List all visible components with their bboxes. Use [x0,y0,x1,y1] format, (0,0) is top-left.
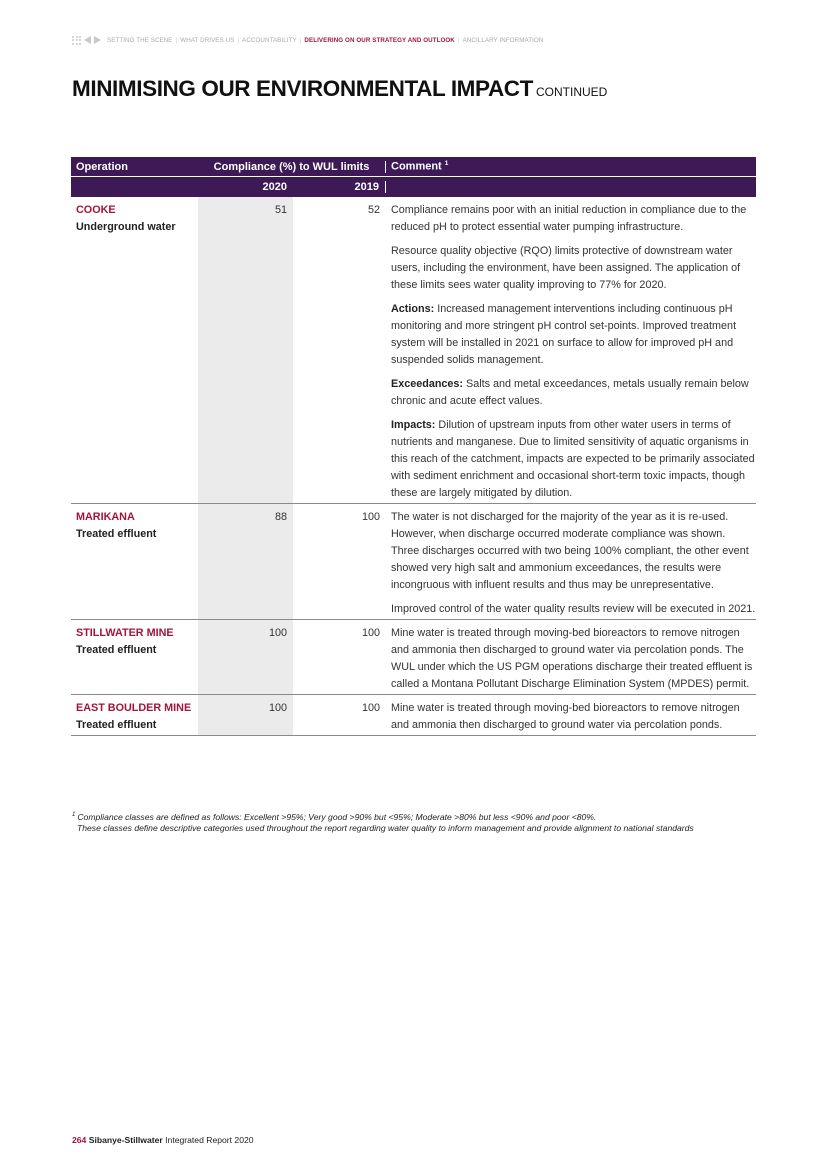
value-2020: 100 [198,620,293,694]
table-footnote [72,810,762,834]
nav-item-delivering-on-strategy[interactable]: DELIVERING ON OUR STRATEGY AND OUTLOOK [304,36,455,44]
value-2019: 100 [361,702,380,714]
page-title [72,76,607,102]
nav-item-accountability[interactable]: ACCOUNTABILITY [242,36,297,44]
water-compliance-table [71,157,756,736]
table-row [71,197,756,504]
operation-cell [71,620,198,694]
footer-brand: Sibanye-Stillwater [88,1135,163,1145]
page-footer [72,1135,254,1145]
comment-paragraph: The water is not discharged for the majority of the year as it is re-used. However, when discharge occurred moderate compliance was shown. Three discharges occurred with two being 100% compliant, the other event showed very high salt and ammonium exceedances, the results were incongruous with influent results and thus may be unrepresentative. [391,511,749,591]
nav-separator: | [175,36,178,44]
header-operation: Operation [76,160,128,173]
table-row [71,620,756,695]
nav-separator: | [237,36,240,44]
table-row [71,504,756,620]
value-2019: 100 [361,627,380,639]
operation-name: COOKE [76,204,116,216]
comment-cell [386,620,756,694]
value-2020: 100 [198,695,293,735]
comment-text: Salts and metal exceedances, metals usually remain below chronic and acute effect values. [391,378,749,407]
header-comment-label: Comment [391,160,442,173]
operation-cell [71,197,198,503]
comment-cell [386,197,756,503]
comment-cell [386,504,756,619]
comment-paragraph: Resource quality objective (RQO) limits protective of downstream water users, including the environment, have been assigned. The application of these limits sees water quality improving to 77% for 2020. [391,245,741,291]
value-2020: 88 [198,504,293,619]
header-compliance: Compliance (%) to WUL limits [198,161,386,173]
comment-paragraph: Mine water is treated through moving-bed bioreactors to remove nitrogen and ammonia then discharged to ground water via percolation ponds. [391,702,740,731]
nav-item-ancillary-information[interactable]: ANCILLARY INFORMATION [462,36,544,44]
operation-type: Underground water [76,221,176,233]
comment-label: Exceedances: [391,378,464,390]
comment-paragraph [391,301,756,369]
comment-text: Increased management interventions including continuous pH monitoring and more stringent pH control set-points. Improved treatment system will be installed in 2021 on surface to allow for improved pH and suspended solids management. [391,303,737,366]
nav-item-what-drives-us[interactable]: WHAT DRIVES US [180,36,235,44]
comment-label: Impacts: [391,419,436,431]
operation-type: Treated effluent [76,528,157,540]
header-year-2020: 2020 [262,181,287,193]
nav-item-setting-the-scene[interactable]: SETTING THE SCENE [107,36,173,44]
table-subheader-row [71,177,756,197]
operation-cell [71,695,198,735]
comment-label: Actions: [391,303,435,315]
footnote-line-2: These classes define descriptive categories used throughout the report regarding water quality to inform management and provide alignment to national standards [77,822,694,833]
operation-name: MARIKANA [76,511,135,523]
footnote-line-1 [72,812,596,822]
footer-report: Integrated Report 2020 [165,1135,254,1145]
nav-separator: | [457,36,460,44]
comment-cell [386,695,756,735]
header-comment-footnote-mark: 1 [444,160,449,168]
value-2019: 100 [361,511,380,523]
comment-text: Dilution of upstream inputs from other water users in terms of nutrients and manganese. Due to limited sensitivity of aquatic organisms in this reach of the catchment, impacts are expected to be primarily associated with sediment enrichment and occasional short-term toxic impacts, though these are largely mitigated by dilution. [391,419,755,499]
header-comment [386,160,756,173]
operation-name: EAST BOULDER MINE [76,702,192,714]
value-2019: 52 [367,204,380,216]
comment-paragraph: Compliance remains poor with an initial reduction in compliance due to the reduced pH to protect essential water pumping infrastructure. [391,204,747,233]
grid-menu-icon[interactable] [72,36,81,45]
footnote-mark: 1 [72,812,76,818]
comment-paragraph: Improved control of the water quality results review will be executed in 2021. [391,603,756,615]
footnote-text: Compliance classes are defined as follows: Excellent >95%; Very good >90% but <95%; Moderate >80% but less <90% and poor <80%. [77,811,597,822]
page-title-text: MINIMISING OUR ENVIRONMENTAL IMPACT [72,76,533,101]
page-title-continued: CONTINUED [536,85,608,99]
comment-paragraph [391,417,756,502]
header-year-2019: 2019 [293,181,386,193]
value-2020: 51 [198,197,293,503]
operation-cell [71,504,198,619]
comment-paragraph [391,376,756,410]
operation-type: Treated effluent [76,644,157,656]
comment-paragraph: Mine water is treated through moving-bed bioreactors to remove nitrogen and ammonia then discharged to ground water via percolation ponds. The WUL under which the US PGM operations discharge their treated effluent is called a Montana Pollutant Discharge Elimination System (MPDES) permit. [391,627,753,690]
table-header-row [71,157,756,177]
table-row [71,695,756,736]
next-page-icon[interactable] [94,36,101,44]
page-number: 264 [72,1135,87,1145]
top-navigation [72,33,543,47]
operation-name: STILLWATER MINE [76,627,174,639]
nav-separator: | [299,36,302,44]
previous-page-icon[interactable] [84,36,91,44]
nav-controls [72,36,101,45]
operation-type: Treated effluent [76,719,157,731]
